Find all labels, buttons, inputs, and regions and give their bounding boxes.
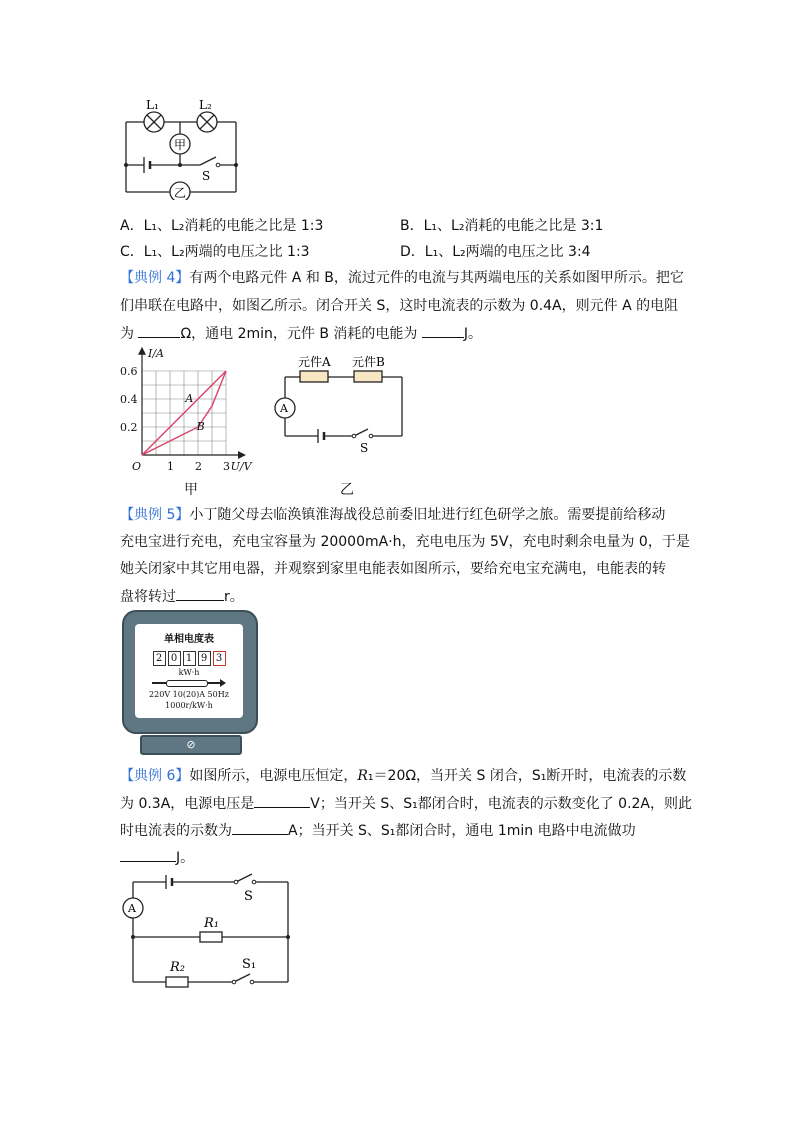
ex4-line-2: 们串联在电路中，如图乙所示。闭合开关 S，这时电流表的示数为 0.4A，则元件 A 的电阻 xyxy=(120,298,679,314)
x-axis-arrow xyxy=(239,452,245,458)
series-label-A: A xyxy=(185,391,194,405)
ex6-line-1 xyxy=(120,766,686,786)
ex6-text-2a: 为 0.3A，电源电压是 xyxy=(120,796,255,812)
meter-unit: kW·h xyxy=(178,668,200,677)
x-tick-label: 1 xyxy=(167,460,174,473)
meter-digit-decimal: 3 xyxy=(213,651,226,666)
ex6-tag: 【典例 6】 xyxy=(120,768,190,784)
ex4-tag: 【典例 4】 xyxy=(120,270,190,286)
lamp-L2-label: L₂ xyxy=(199,98,212,112)
ex6-line-2 xyxy=(120,793,692,814)
x-tick-label: 2 xyxy=(195,460,202,473)
ex6-r-symbol: R xyxy=(357,768,368,784)
ex5-line-1 xyxy=(120,505,665,525)
meter-digit: 2 xyxy=(153,651,166,666)
meter-title: 单相电度表 xyxy=(164,634,214,645)
y-tick-label: 0.2 xyxy=(120,421,138,434)
electricity-meter xyxy=(122,610,258,734)
ex6-text-3a: 时电流表的示数为 xyxy=(120,823,232,839)
meter-digits xyxy=(135,651,243,666)
x-axis-label: U/V xyxy=(230,460,252,473)
ex4-text-3b: Ω，通电 2min，元件 B 消耗的电能为 xyxy=(180,326,422,342)
meter-jia-label: 甲 xyxy=(174,138,187,152)
ex6-text-1d: ＝20Ω，当开关 S 闭合，S₁断开时，电流表的示数 xyxy=(373,768,687,784)
lamp-L1-label: L₁ xyxy=(146,98,159,112)
component-a-label: 元件A xyxy=(298,355,331,369)
meter-rate: 1000r/kW·h xyxy=(165,701,213,710)
y-axis-arrow xyxy=(139,348,145,354)
ex6-blank-current[interactable] xyxy=(232,820,288,835)
ex4-line-1 xyxy=(120,268,684,288)
ex4-blank-energy[interactable] xyxy=(422,323,464,338)
ex6-line-3 xyxy=(120,820,636,841)
switch-label: S xyxy=(360,441,369,455)
y-tick-label: 0.6 xyxy=(120,365,138,378)
switch-S1-label: S₁ xyxy=(242,957,257,972)
ex4-blank-resistance[interactable] xyxy=(138,323,180,338)
y-tick-label: 0.4 xyxy=(120,393,138,406)
meter-knob-icon: ⊘ xyxy=(186,738,196,751)
circuit-figure-1 xyxy=(118,95,248,200)
ex5-text-4b: r。 xyxy=(224,589,244,605)
ammeter-label: A xyxy=(280,402,288,415)
ex5-text-4a: 盘将转过 xyxy=(120,589,176,605)
resistor-R2-label: R₂ xyxy=(170,960,185,975)
component-b-label: 元件B xyxy=(352,355,385,369)
x-tick-label: 3 xyxy=(223,460,230,473)
meter-disc-indicator xyxy=(152,680,226,686)
circuit-caption-yi: 乙 xyxy=(340,482,354,498)
series-label-B: B xyxy=(196,419,205,433)
ex6-text-1a: 如图所示，电源电压恒定， xyxy=(189,768,358,784)
ex5-line-4 xyxy=(120,586,244,607)
ex6-text-4: J。 xyxy=(176,850,195,866)
ex6-r-sub: ₁ xyxy=(367,768,374,784)
ex5-text-1: 小丁随父母去临涣镇淮海战役总前委旧址进行红色研学之旅。需要提前给移动 xyxy=(189,507,666,523)
meter-digit: 9 xyxy=(198,651,211,666)
switch-S-label: S xyxy=(244,889,253,904)
ex4-text-3a: 为 xyxy=(120,326,139,342)
y-axis-label: I/A xyxy=(148,347,164,360)
resistor-R1-label: R₁ xyxy=(204,916,219,931)
meter-spec: 220V 10(20)A 50Hz xyxy=(149,690,229,699)
ex5-line-3: 她关闭家中其它用电器，并观察到家里电能表如图所示，要给充电宝充满电，电能表的转 xyxy=(120,561,666,577)
circuit-figure-ex6 xyxy=(118,864,298,989)
option-d: D．L₁、L₂两端的电压之比 3:4 xyxy=(400,244,591,260)
ex4-line-3 xyxy=(120,323,482,344)
ex4-text-1: 有两个电路元件 A 和 B，流过元件的电流与其两端电压的关系如图甲所示。把它 xyxy=(189,270,684,286)
ex5-blank-revolutions[interactable] xyxy=(176,586,224,601)
meter-digit: 1 xyxy=(183,651,196,666)
option-a: A．L₁、L₂消耗的电能之比是 1:3 xyxy=(120,218,324,234)
meter-base xyxy=(140,735,242,755)
ex4-text-3c: J。 xyxy=(463,326,483,342)
ex5-tag: 【典例 5】 xyxy=(120,507,190,523)
origin-label: O xyxy=(132,460,142,473)
ex6-blank-work[interactable] xyxy=(120,847,176,862)
ex6-text-2b: V；当开关 S、S₁都闭合时，电流表的示数变化了 0.2A，则此 xyxy=(310,796,693,812)
iu-graph xyxy=(118,343,268,473)
option-b: B．L₁、L₂消耗的电能之比是 3:1 xyxy=(400,218,604,234)
meter-face xyxy=(135,624,243,718)
meter-digit: 0 xyxy=(168,651,181,666)
ammeter-label: A xyxy=(128,902,136,915)
graph-caption-jia: 甲 xyxy=(184,482,198,498)
ex6-blank-voltage[interactable] xyxy=(254,793,310,808)
circuit-figure-yi xyxy=(268,352,418,458)
switch-S-label: S xyxy=(202,169,211,183)
ex5-line-2: 充电宝进行充电，充电宝容量为 20000mA·h，充电电压为 5V，充电时剩余电量为 0，于是 xyxy=(120,534,690,550)
ex6-text-3b: A；当开关 S、S₁都闭合时，通电 1min 电路中电流做功 xyxy=(288,823,636,839)
meter-yi-label: 乙 xyxy=(174,186,187,200)
option-c: C．L₁、L₂两端的电压之比 1:3 xyxy=(120,244,310,260)
